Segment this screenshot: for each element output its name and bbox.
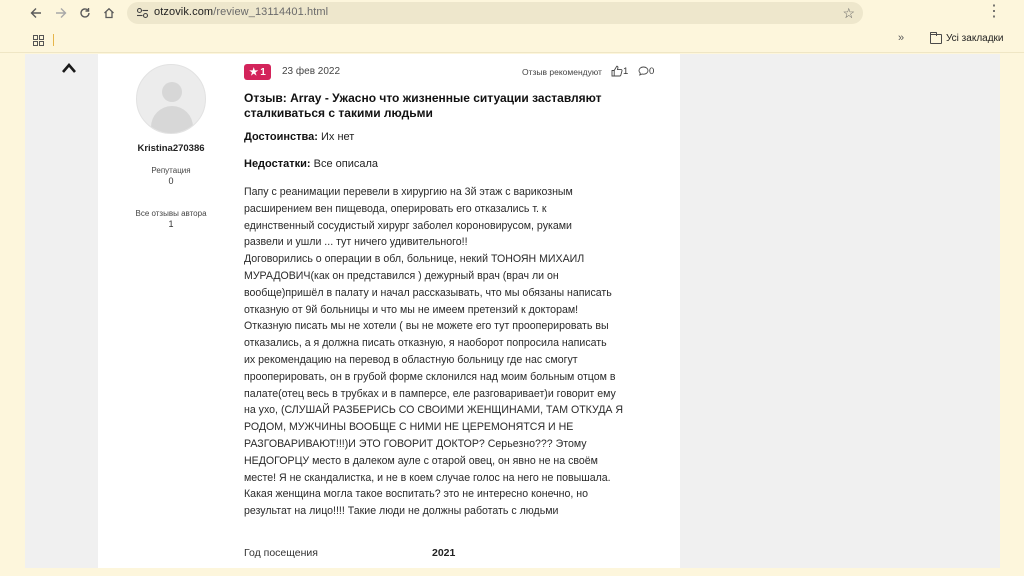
- browser-menu-icon[interactable]: ⋮: [986, 3, 1002, 20]
- back-arrow-icon[interactable]: [27, 4, 45, 22]
- url-text: [154, 6, 328, 18]
- body-line: РАЗГОВАРИВАЮТ!!!)И ЭТО ГОВОРИТ ДОКТОР? Серьезно??? Этому: [244, 437, 587, 450]
- body-line: палате(отец весь в трубках и в памперсе, еле разговаривает)и говорит ему: [244, 387, 616, 400]
- folder-icon[interactable]: [930, 34, 942, 44]
- address-bar[interactable]: [127, 2, 863, 24]
- home-icon[interactable]: [100, 4, 118, 22]
- body-line: прооперировать, он в грубой форме склонился над моим больным отцом в: [244, 370, 616, 383]
- forward-arrow-icon[interactable]: [52, 4, 70, 22]
- visit-year-label: Год посещения: [244, 547, 318, 559]
- pros-row: [244, 131, 354, 143]
- body-line: МУРАДОВИЧ(как он представился ) дежурный врач (врач ли он: [244, 269, 559, 282]
- review-body: [244, 184, 669, 520]
- all-bookmarks-button[interactable]: Усі закладки: [946, 33, 1004, 44]
- body-line: результат на лицо!!!! Такие люди не должны работать с людьми: [244, 505, 559, 518]
- author-username[interactable]: Kristina270386: [137, 143, 205, 154]
- body-line: РОДОМ, МУЖЧИНЫ ВООБЩЕ С НИМИ НЕ ЦЕРЕМОНЯТСЯ И НЕ: [244, 421, 574, 434]
- body-line: их рекомендацию на перевод в областную больницу где нас смогут: [244, 353, 578, 366]
- url-host: otzovik.com: [154, 6, 214, 18]
- avatar-head-shape: [162, 82, 182, 102]
- recommend-label: Отзыв рекомендуют: [522, 67, 602, 77]
- body-line: расширением вен пищевода, оперировать его отказались т. к: [244, 202, 547, 215]
- bookmarks-separator: [53, 34, 54, 46]
- body-line: на ухо, (СЛУШАЙ РАЗБЕРИСЬ СО СВОИМИ ЖЕНЩИНАМИ, ТАМ ОТКУДА Я: [244, 404, 624, 417]
- bookmarks-overflow-button[interactable]: »: [898, 32, 905, 44]
- rating-badge: [244, 64, 271, 80]
- body-line: месте! Я не скандалистка, и не в коем случае голос на него не повышала.: [244, 471, 611, 484]
- cons-label: Недостатки:: [244, 158, 311, 170]
- reputation-label: Репутация: [151, 166, 191, 175]
- cons-row: [244, 158, 378, 170]
- visit-year-value: 2021: [432, 547, 456, 559]
- review-card: [98, 54, 680, 568]
- avatar-body-shape: [151, 106, 193, 134]
- body-line: Какая женщина могла такое воспитать? это не интересно конечно, но: [244, 488, 589, 501]
- body-line: развели и ушли ... тут ничего удивительного!!: [244, 236, 468, 249]
- reputation-value: 0: [168, 176, 174, 186]
- reload-icon[interactable]: [76, 4, 94, 22]
- bookmarks-bar: [0, 27, 1024, 53]
- site-settings-icon[interactable]: [136, 7, 149, 19]
- star-icon: ★: [249, 66, 259, 78]
- comments-count[interactable]: 0: [649, 66, 655, 77]
- scroll-top-chevron-icon[interactable]: [61, 62, 77, 74]
- all-reviews-link[interactable]: Все отзывы автора: [135, 209, 207, 218]
- pros-value: Их нет: [321, 131, 355, 143]
- pros-label: Достоинства:: [244, 131, 318, 143]
- body-line: Отказную писать мы не хотели ( вы не можете его тут прооперировать вы: [244, 320, 609, 333]
- body-line: вообще)пришёл в палату и начал рассказывать, что мы обязаны написать: [244, 286, 612, 299]
- body-line: единственный сосудистый хирург заболел короновирусом, руками: [244, 219, 572, 232]
- cons-value: Все описала: [313, 158, 379, 170]
- comment-icon[interactable]: [638, 66, 649, 76]
- body-line: отказную от 9й больницы и что мы не имеем претензий к докторам!: [244, 303, 579, 316]
- bookmark-star-icon[interactable]: ☆: [842, 5, 855, 21]
- apps-grid-icon[interactable]: [33, 35, 44, 46]
- web-page: [25, 54, 1000, 568]
- body-line: Папу с реанимации перевели в хирургию на 3й этаж с варикозным: [244, 186, 573, 198]
- review-title: Отзыв: Array - Ужасно что жизненные ситуации заставляют сталкиваться с такими людьми: [244, 91, 602, 120]
- likes-count[interactable]: 1: [623, 66, 629, 77]
- review-date: 23 фев 2022: [282, 66, 341, 77]
- body-line: НЕДОГОРЦУ место в далеком ауле с отарой овец, он явно не на своём: [244, 454, 598, 467]
- body-line: Договорились о операции в обл, больнице, некий ТОНОЯН МИХАИЛ: [244, 253, 585, 266]
- body-line: отказались, а я должна писать отказную, я наоборот попросила написать: [244, 337, 607, 350]
- thumbs-up-icon[interactable]: [611, 65, 623, 77]
- rating-value: 1: [260, 66, 266, 78]
- all-reviews-count[interactable]: 1: [168, 219, 174, 229]
- url-path: /review_13114401.html: [213, 6, 329, 18]
- avatar[interactable]: [136, 64, 206, 134]
- browser-toolbar: [0, 0, 1024, 27]
